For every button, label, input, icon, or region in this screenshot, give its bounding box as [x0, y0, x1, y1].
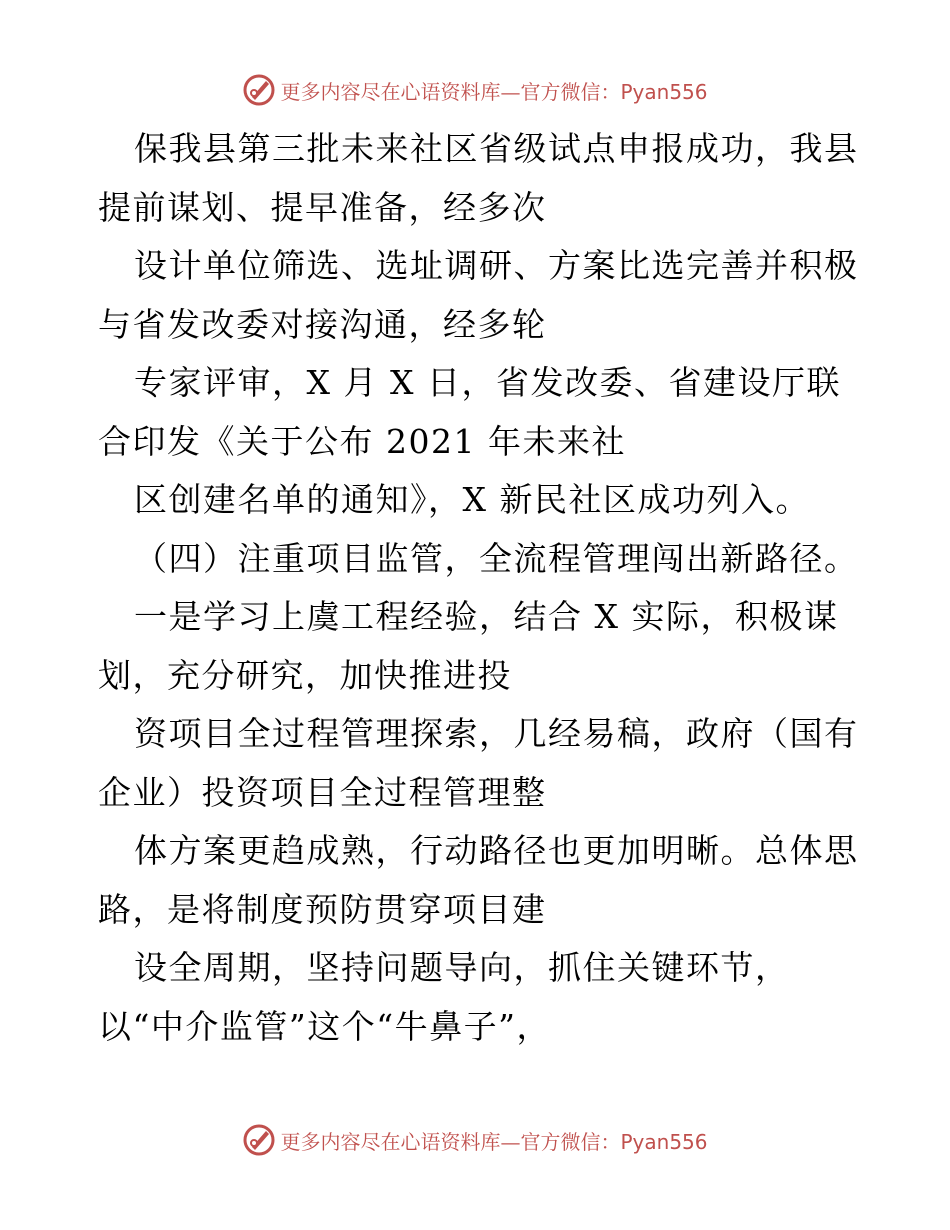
- body-line: 设全周期，坚持问题导向，抓住关键环节，: [134, 948, 790, 987]
- body-line: 合印发《关于公布 2021 年未来社: [98, 421, 626, 461]
- section-heading: （四）注重项目监管，全流程管理闯出新路径。: [134, 538, 859, 578]
- body-line: 保我县第三批未来社区省级试点申报成功，我县: [134, 129, 859, 168]
- body-line: 专家评审，X 月 X 日，省发改委、省建设厅联: [134, 363, 841, 402]
- body-line: 与省发改委对接沟通，经多轮: [98, 304, 547, 344]
- document-body: [98, 120, 858, 1056]
- header-banner: [0, 70, 950, 110]
- header-banner-text: 更多内容尽在心语资料库—官方微信：Pyan556: [280, 79, 708, 104]
- body-line: 一是学习上虞工程经验，结合 X 实际，积极谋: [134, 597, 839, 636]
- body-line: 设计单位筛选、选址调研、方案比选完善并积极: [134, 246, 859, 285]
- footer-banner-text: 更多内容尽在心语资料库—官方微信：Pyan556: [280, 1129, 708, 1154]
- body-line: 资项目全过程管理探索，几经易稿，政府（国有: [134, 714, 859, 753]
- body-line: 区创建名单的通知》，X 新民社区成功列入。: [134, 480, 810, 519]
- body-line: 划，充分研究，加快推进投: [98, 655, 512, 695]
- body-line: 以“中介监管”这个“牛鼻子”，: [98, 1006, 551, 1046]
- header-wechat-id: Pyan556: [620, 79, 708, 104]
- logo-icon: [242, 73, 276, 107]
- logo-icon: [242, 1123, 276, 1157]
- body-line: 路，是将制度预防贯穿项目建: [98, 889, 547, 929]
- body-line: 提前谋划、提早准备，经多次: [98, 187, 547, 227]
- footer-wechat-id: Pyan556: [620, 1129, 708, 1154]
- body-line: 企业）投资项目全过程管理整: [98, 772, 547, 812]
- footer-banner: [0, 1120, 950, 1160]
- body-line: 体方案更趋成熟，行动路径也更加明晰。总体思: [134, 831, 859, 870]
